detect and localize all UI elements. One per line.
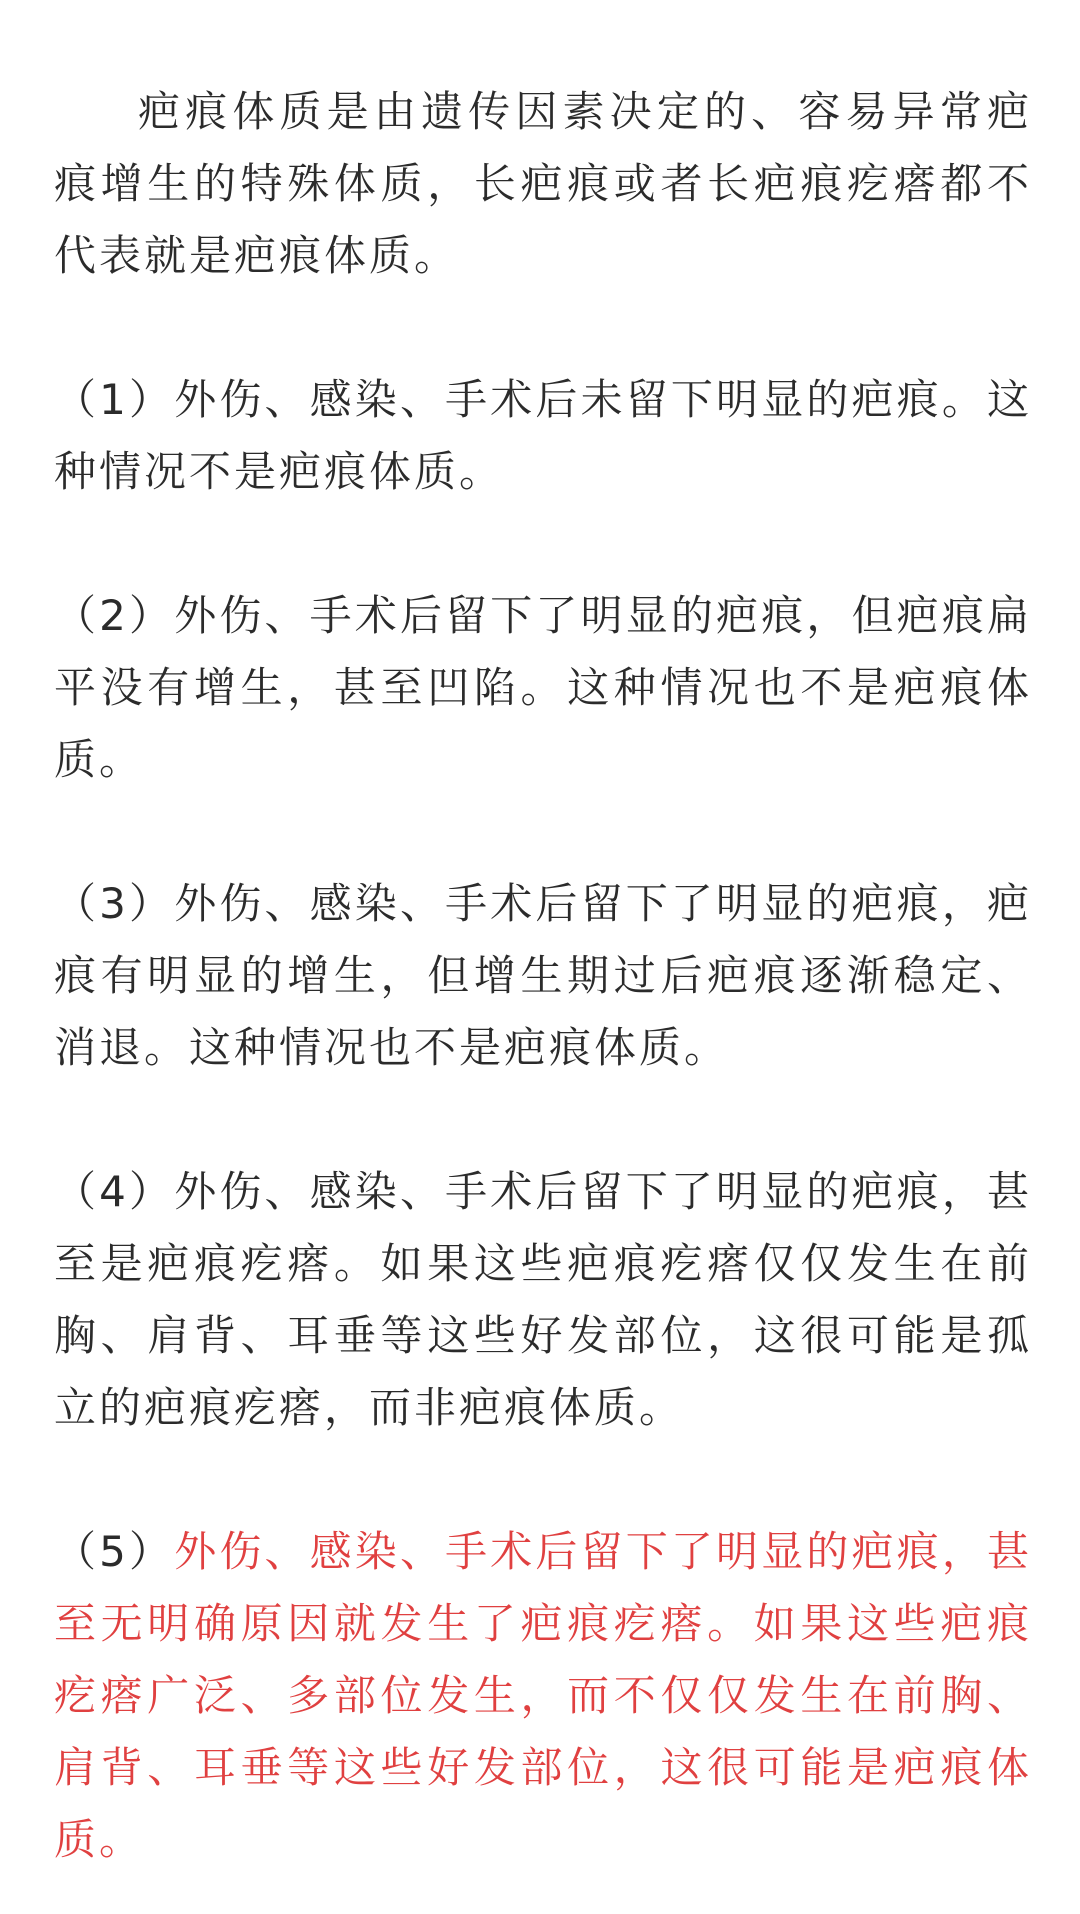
item-number: （3） bbox=[54, 879, 175, 928]
item-paragraph-5 bbox=[54, 1516, 1032, 1876]
item-number: （2） bbox=[54, 591, 175, 640]
item-paragraph-1 bbox=[54, 364, 1032, 508]
item-number: （1） bbox=[54, 375, 175, 424]
item-text: 外伤、感染、手术后留下了明显的疤痕，疤痕有明显的增生，但增生期过后疤痕逐渐稳定、消退。这种情况也不是疤痕体质。 bbox=[54, 879, 1032, 1072]
item-text: 外伤、手术后留下了明显的疤痕，但疤痕扁平没有增生，甚至凹陷。这种情况也不是疤痕体质。 bbox=[54, 591, 1032, 784]
highlighted-item-text: 外伤、感染、手术后留下了明显的疤痕，甚至无明确原因就发生了疤痕疙瘩。如果这些疤痕疙瘩广泛、多部位发生，而不仅仅发生在前胸、肩背、耳垂等这些好发部位，这很可能是疤痕体质。 bbox=[54, 1527, 1032, 1864]
intro-text: 疤痕体质是由遗传因素决定的、容易异常疤痕增生的特殊体质，长疤痕或者长疤痕疙瘩都不代表就是疤痕体质。 bbox=[54, 87, 1032, 280]
item-text: 外伤、感染、手术后留下了明显的疤痕，甚至是疤痕疙瘩。如果这些疤痕疙瘩仅仅发生在前胸、肩背、耳垂等这些好发部位，这很可能是孤立的疤痕疙瘩，而非疤痕体质。 bbox=[54, 1167, 1032, 1432]
item-number: （5） bbox=[54, 1527, 175, 1576]
item-paragraph-4 bbox=[54, 1156, 1032, 1444]
item-text: 外伤、感染、手术后未留下明显的疤痕。这种情况不是疤痕体质。 bbox=[54, 375, 1032, 496]
item-paragraph-2 bbox=[54, 580, 1032, 796]
item-number: （4） bbox=[54, 1167, 175, 1216]
intro-paragraph bbox=[54, 76, 1032, 292]
item-paragraph-3 bbox=[54, 868, 1032, 1084]
